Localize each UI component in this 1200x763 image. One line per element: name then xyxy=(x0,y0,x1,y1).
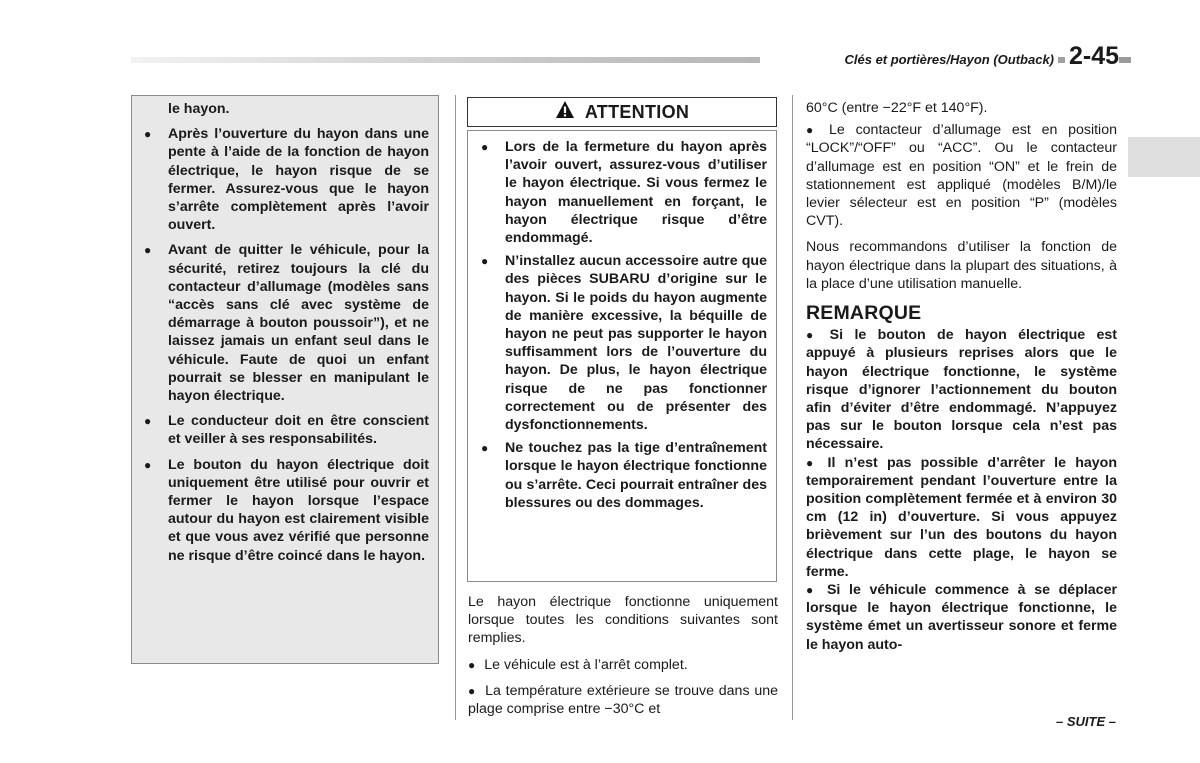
bullet-icon: ● xyxy=(806,123,821,138)
list-item xyxy=(806,454,1117,581)
attention-header xyxy=(467,97,777,127)
bullet-icon: ● xyxy=(481,254,489,269)
list-item xyxy=(479,252,767,434)
bullet-icon: ● xyxy=(144,457,152,472)
paragraph: Le hayon électrique fonctionne uniquement lorsque toutes les conditions suivantes sont remplies. xyxy=(468,594,778,647)
page-number: 2-45 xyxy=(1065,42,1119,71)
warning-continuation: le hayon. xyxy=(168,101,230,117)
bullet-icon: ● xyxy=(144,127,152,142)
bullet-text: La température extérieure se trouve dans une plage comprise entre −30°C et xyxy=(468,682,778,718)
bullet-paragraph xyxy=(806,121,1117,230)
bullet-icon: ● xyxy=(144,414,152,429)
attention-title: ATTENTION xyxy=(584,101,690,122)
bullet-paragraph xyxy=(468,682,778,718)
bullet-text: Le contacteur d’allumage est en position “LOCK”/“OFF” ou “ACC”. Ou le contacteur d’allumage est en position “ON” et le frein de stationnement est appliqué (modèles B/M)/le levier sélecteur est en position “P” (modèles CVT). xyxy=(806,122,1117,230)
continued-label: – SUITE – xyxy=(1056,714,1116,729)
bullet-icon: ● xyxy=(468,683,477,698)
column-divider-left xyxy=(455,95,456,720)
list-item xyxy=(806,326,1117,453)
bullet-icon: ● xyxy=(481,140,489,154)
paragraph: Nous recommandons d’utiliser la fonction de hayon électrique dans la plupart des situations, à la place d’une utilisation manuelle. xyxy=(806,239,1117,292)
column-divider-right xyxy=(792,95,793,720)
list-item xyxy=(479,439,767,512)
list-item-text: Après l’ouverture du hayon dans une pente à l’aide de la fonction de hayon électrique, le hayon risque de se fermer. Assurez-vous que le hayon s’arrête complètement après l’avoir ouvert. xyxy=(168,126,429,234)
list-item xyxy=(142,412,429,448)
bullet-icon: ● xyxy=(481,441,489,456)
attention-box xyxy=(467,130,777,582)
bullet-paragraph xyxy=(468,656,778,674)
warning-triangle-icon xyxy=(555,100,575,124)
remarque-list xyxy=(806,326,1117,654)
attention-list xyxy=(479,138,767,512)
list-item-text: Lors de la fermeture du hayon après l’avoir ouvert, assurez-vous d’utiliser le hayon électrique. Si vous fermez le hayon manuellement en forçant, le hayon électrique risque d’être endommagé. xyxy=(505,139,767,247)
chapter-tab xyxy=(1128,137,1200,177)
bullet-icon: ● xyxy=(468,657,476,672)
remarque-heading: REMARQUE xyxy=(806,302,922,325)
list-item-text: Le bouton du hayon électrique doit uniquement être utilisé pour ouvrir et fermer le hayon lorsque l’espace autour du hayon est clairement visible et que vous avez vérifié que personne ne risque d’être coincé dans le hayon. xyxy=(168,456,429,564)
list-item-text: N’installez aucun accessoire autre que des pièces SUBARU d’origine sur le hayon. Si le poids du hayon augmente de manière excessive, la béquille de hayon ne peut pas supporter le hayon suffisamment lors de l’ouverture du hayon. De plus, le hayon électrique risque de ne pas fonctionner correctement ou de présenter des dysfonctionnements. xyxy=(505,253,767,434)
list-item-text: Le conducteur doit en être conscient et veiller à ses responsabilités. xyxy=(168,413,429,448)
list-item-text: Si le bouton de hayon électrique est appuyé à plusieurs reprises alors que le hayon électrique fonctionne, le système risque d’ignorer l’actionnement du bouton afin d’éviter d’être endommagé. N’appuyez pas sur le bouton lorsque cela n’est pas nécessaire. xyxy=(806,327,1117,453)
right-body-text xyxy=(806,99,1117,654)
list-item xyxy=(479,138,767,247)
section-title: Clés et portières/Hayon (Outback) xyxy=(760,52,1058,67)
list-item-text: Ne touchez pas la tige d’entraînement lorsque le hayon électrique fonctionne ou s’arrête. Ceci pourrait entraîner des blessures ou des dommages. xyxy=(505,440,767,511)
warning-box xyxy=(131,95,439,664)
list-item xyxy=(142,125,429,234)
bullet-icon: ● xyxy=(806,455,819,470)
list-item-text: Avant de quitter le véhicule, pour la sécurité, retirez toujours la clé du contacteur d’allumage (modèles sans “accès sans clé avec système de démarrage à bouton poussoir”), et ne laissez jamais un enfant seul dans le véhicule. Faute de quoi un enfant pourrait se blesser en manipulant le hayon électrique. xyxy=(168,242,429,405)
middle-body-text xyxy=(468,593,778,726)
bullet-icon: ● xyxy=(144,243,152,258)
list-item xyxy=(142,456,429,565)
list-item xyxy=(806,581,1117,654)
warning-list xyxy=(142,125,429,565)
list-item-text: Il n’est pas possible d’arrêter le hayon temporairement pendant l’ouverture entre la position complètement fermée et à environ 30 cm (12 in) d’ouverture. Si vous appuyez brièvement sur l’un des boutons du hayon électrique dans cette plage, le hayon se ferme. xyxy=(806,454,1118,580)
bullet-icon: ● xyxy=(806,583,818,598)
list-item-text: Si le véhicule commence à se déplacer lorsque le hayon électrique fonctionne, le système émet un avertisseur sonore et ferme le hayon auto- xyxy=(806,582,1117,653)
paragraph: 60°C (entre −22°F et 140°F). xyxy=(806,100,988,116)
bullet-text: Le véhicule est à l’arrêt complet. xyxy=(484,656,688,673)
list-item xyxy=(142,241,429,405)
bullet-icon: ● xyxy=(806,328,821,343)
